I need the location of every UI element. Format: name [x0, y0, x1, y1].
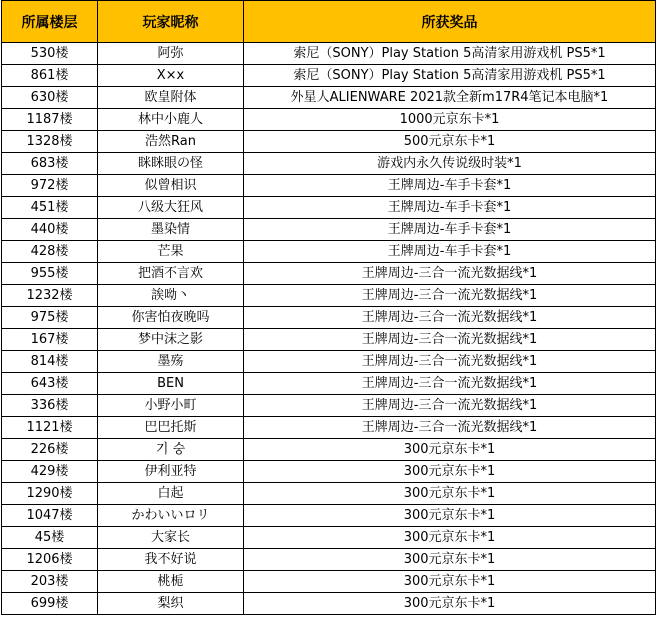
prize-cell: 300元京东卡*1	[244, 461, 656, 483]
table-row	[2, 241, 656, 263]
table-header	[2, 1, 656, 43]
nickname-cell: 梦中沫之影	[98, 329, 244, 351]
prize-cell: 王牌周边-三合一流光数据线*1	[244, 395, 656, 417]
floor-cell: 975楼	[2, 307, 98, 329]
floor-cell: 1290楼	[2, 483, 98, 505]
floor-cell: 630楼	[2, 87, 98, 109]
table-row	[2, 483, 656, 505]
table-row	[2, 219, 656, 241]
table-row	[2, 109, 656, 131]
prize-cell: 王牌周边-车手卡套*1	[244, 197, 656, 219]
nickname-cell: 芒果	[98, 241, 244, 263]
nickname-cell: 白起	[98, 483, 244, 505]
floor-cell: 440楼	[2, 219, 98, 241]
prize-cell: 300元京东卡*1	[244, 571, 656, 593]
floor-cell: 1187楼	[2, 109, 98, 131]
table-row	[2, 395, 656, 417]
nickname-cell: 巴巴托斯	[98, 417, 244, 439]
table-row	[2, 175, 656, 197]
floor-cell: 203楼	[2, 571, 98, 593]
nickname-cell: 墨殇	[98, 351, 244, 373]
table-row	[2, 307, 656, 329]
nickname-cell: 林中小鹿人	[98, 109, 244, 131]
prize-cell: 索尼（SONY）Play Station 5高清家用游戏机 PS5*1	[244, 65, 656, 87]
floor-cell: 1328楼	[2, 131, 98, 153]
prize-cell: 1000元京东卡*1	[244, 109, 656, 131]
floor-cell: 530楼	[2, 43, 98, 65]
prize-cell: 300元京东卡*1	[244, 593, 656, 615]
table-row	[2, 87, 656, 109]
floor-cell: 336楼	[2, 395, 98, 417]
floor-cell: 429楼	[2, 461, 98, 483]
floor-cell: 167楼	[2, 329, 98, 351]
floor-cell: 683楼	[2, 153, 98, 175]
nickname-cell: 阿弥	[98, 43, 244, 65]
winners-table	[1, 0, 656, 615]
nickname-cell: 八级大狂风	[98, 197, 244, 219]
floor-cell: 1206楼	[2, 549, 98, 571]
table-row	[2, 263, 656, 285]
nickname-cell: 誒呦丶	[98, 285, 244, 307]
prize-cell: 300元京东卡*1	[244, 439, 656, 461]
nickname-cell: 墨染情	[98, 219, 244, 241]
table-row	[2, 549, 656, 571]
table-row	[2, 43, 656, 65]
prize-cell: 王牌周边-车手卡套*1	[244, 175, 656, 197]
prize-cell: 索尼（SONY）Play Station 5高清家用游戏机 PS5*1	[244, 43, 656, 65]
table-row	[2, 65, 656, 87]
prize-cell: 王牌周边-三合一流光数据线*1	[244, 263, 656, 285]
floor-cell: 699楼	[2, 593, 98, 615]
prize-cell: 300元京东卡*1	[244, 527, 656, 549]
floor-cell: 1047楼	[2, 505, 98, 527]
header-floor: 所属楼层	[2, 1, 98, 43]
floor-cell: 643楼	[2, 373, 98, 395]
table-row	[2, 373, 656, 395]
table-row	[2, 527, 656, 549]
nickname-cell: 기 숭	[98, 439, 244, 461]
floor-cell: 955楼	[2, 263, 98, 285]
prize-cell: 王牌周边-三合一流光数据线*1	[244, 329, 656, 351]
prize-cell: 500元京东卡*1	[244, 131, 656, 153]
prize-cell: 300元京东卡*1	[244, 549, 656, 571]
floor-cell: 814楼	[2, 351, 98, 373]
prize-cell: 王牌周边-三合一流光数据线*1	[244, 417, 656, 439]
prize-cell: 300元京东卡*1	[244, 505, 656, 527]
floor-cell: 45楼	[2, 527, 98, 549]
prize-cell: 王牌周边-三合一流光数据线*1	[244, 373, 656, 395]
nickname-cell: 小野小町	[98, 395, 244, 417]
floor-cell: 428楼	[2, 241, 98, 263]
prize-cell: 王牌周边-车手卡套*1	[244, 219, 656, 241]
prize-cell: 王牌周边-车手卡套*1	[244, 241, 656, 263]
table-row	[2, 417, 656, 439]
prize-cell: 300元京东卡*1	[244, 483, 656, 505]
floor-cell: 861楼	[2, 65, 98, 87]
prize-cell: 王牌周边-三合一流光数据线*1	[244, 307, 656, 329]
header-nickname: 玩家昵称	[98, 1, 244, 43]
floor-cell: 1121楼	[2, 417, 98, 439]
nickname-cell: BEN	[98, 373, 244, 395]
prize-cell: 王牌周边-三合一流光数据线*1	[244, 285, 656, 307]
prize-cell: 游戏内永久传说级时装*1	[244, 153, 656, 175]
table-row	[2, 285, 656, 307]
prize-cell: 王牌周边-三合一流光数据线*1	[244, 351, 656, 373]
table-row	[2, 153, 656, 175]
table-row	[2, 571, 656, 593]
nickname-cell: 大家长	[98, 527, 244, 549]
header-prize: 所获奖品	[244, 1, 656, 43]
nickname-cell: 我不好说	[98, 549, 244, 571]
floor-cell: 1232楼	[2, 285, 98, 307]
floor-cell: 226楼	[2, 439, 98, 461]
nickname-cell: 似曾相识	[98, 175, 244, 197]
floor-cell: 972楼	[2, 175, 98, 197]
prize-cell: 外星人ALIENWARE 2021款全新m17R4笔记本电脑*1	[244, 87, 656, 109]
table-row	[2, 351, 656, 373]
table-row	[2, 131, 656, 153]
nickname-cell: 伊利亚特	[98, 461, 244, 483]
table-row	[2, 505, 656, 527]
header-row	[2, 1, 656, 43]
nickname-cell: 桃栀	[98, 571, 244, 593]
table-body	[2, 43, 656, 615]
nickname-cell: かわいいロリ	[98, 505, 244, 527]
nickname-cell: 梨织	[98, 593, 244, 615]
nickname-cell: 你害怕夜晚吗	[98, 307, 244, 329]
table-row	[2, 329, 656, 351]
table-row	[2, 439, 656, 461]
table-row	[2, 197, 656, 219]
nickname-cell: 浩然Ran	[98, 131, 244, 153]
nickname-cell: 把酒不言欢	[98, 263, 244, 285]
nickname-cell: 欧皇附体	[98, 87, 244, 109]
floor-cell: 451楼	[2, 197, 98, 219]
nickname-cell: 眯眯眼の怪	[98, 153, 244, 175]
nickname-cell: X×x	[98, 65, 244, 87]
table-row	[2, 593, 656, 615]
table-row	[2, 461, 656, 483]
